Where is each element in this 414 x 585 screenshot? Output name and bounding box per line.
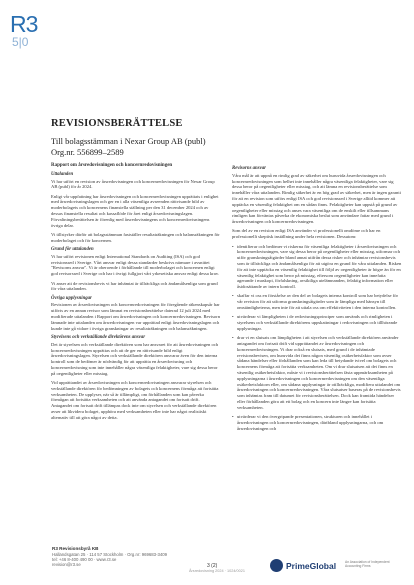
page-number: 3 (2) [207, 563, 218, 569]
primeglobal-logo [270, 559, 336, 572]
bullet-item: • utvärderar vi den övergripande presentationen, strukturen och innehållet i årsredovisningen och koncernredovisningen, däribland upplysningarna, och om årsredovisningen och [232, 414, 402, 431]
right-column [232, 163, 402, 435]
r3-logo [10, 13, 44, 65]
primeglobal-icon [270, 559, 283, 572]
footer-contact: tel: +46 8-400 490 00 · www.r3.se [52, 557, 117, 562]
subheading: Grund för uttalanden [51, 247, 94, 253]
footer-company-name: R3 Revisionsbyrå KB [52, 546, 99, 551]
subheading: Uttalanden [51, 171, 74, 177]
logo-sub: 5|0 [12, 35, 29, 49]
subheading: Övriga upplysningar [51, 295, 92, 301]
bullet-item: • identifierar och bedömer vi riskerna för väsentliga felaktigheter i årsredovisningen och koncernredovisningen, vare sig dessa beror på oegentligheter eller misstag, utformar och utför granskningsåtgärder bland annat utifrån dessa risker och inhämtar revisionsbevis som är tillräckliga och ändamålsenliga för att utgöra en grund för våra uttalanden. Risken för att inte upptäcka en väsentlig felaktighet till följd av oegentligheter är högre än för en väsentlig felaktighet som beror på misstag, eftersom oegentligheter kan innefatta agerande i maskopi, förfalskning, avsiktliga utelämnanden, felaktig information eller åsidosättande av intern kontroll. [232, 244, 402, 290]
paragraph: Vi anser att de revisionsbevis vi har inhämtat är tillräckliga och ändamålsenliga som grund för våra uttalanden. [51, 280, 218, 292]
right-column-content [232, 166, 402, 431]
paragraph: Vi har utfört en revision av årsredovisningen och koncernredovisningen för Nexar Group AB (publ) för år 2024. [51, 178, 215, 190]
paragraph: Vi tillstyrker därför att bolagsstämman fastställer resultaträkningen och balansräkningen för moderbolaget och för koncernen. [51, 231, 220, 243]
primeglobal-name: PrimeGlobal [286, 560, 337, 571]
paragraph: Revisionen av årsredovisningen och koncernredovisningen för föregående räkenskapsår har utförts av en annan revisor som lämnat en revisionsberättelse daterad 12 juli 2024 med modifierade uttalanden i Rapport om årsredovisningen och koncernredovisningen. Revisorn lämnade inte uttalanden om årsredovisningen var upprättad enligt årsredovisningslagen och kunde inte gå vidare i övriga granskningar av resultaträkningen och balansräkningen. [51, 302, 221, 331]
footer-email: revision@r3.se [52, 562, 81, 567]
paragraph: Som del av en revision enligt ISA använder vi professionellt omdöme och har en professionellt skeptisk inställning under hela revisionen. Dessutom: [232, 228, 381, 240]
bullet-item: • drar vi en slutsats om lämpligheten i att styrelsen och verkställande direktören använder antagandet om fortsatt drift vid upprättandet av årsredovisningen och koncernredovisningen. Vi drar också en slutsats, med grund i de inhämtade revisionsbevisen, om huruvida det finns någon väsentlig osäkerhetsfaktor som avser sådana händelser eller förhållanden som kan leda till betydande tvivel om bolagets och koncernens förmåga att fortsätta verksamheten. Om vi drar slutsatsen att det finns en väsentlig osäkerhetsfaktor, måste vi i revisionsberättelsen fästa uppmärksamheten på upplysningarna i årsredovisningen och koncernredovisningen om den väsentliga osäkerhetsfaktorn eller, om sådana upplysningar är otillräckliga, modifiera uttalandet om årsredovisningen och koncernredovisningen. Våra slutsatser baseras på de revisionsbevis som inhämtas fram till datumet för revisionsberättelsen. Dock kan framtida händelser eller förhållanden göra att ett bolag och en koncern inte längre kan fortsätta verksamheten. [232, 335, 402, 410]
paragraph: Det är styrelsen och verkställande direktören som har ansvaret för att årsredovisningen och koncernredovisningen upprättas och att de ger en rättvisande bild enligt årsredovisningslagen. Styrelsen och verkställande direktören ansvarar även för den interna kontroll som de bedömer är nödvändig för att upprätta en årsredovisning och koncernredovisning som inte innehåller några väsentliga felaktigheter, vare sig dessa beror på oegentligheter eller misstag. [51, 341, 219, 376]
subheading: Revisorns ansvar [232, 166, 266, 171]
paragraph: Våra mål är att uppnå en rimlig grad av säkerhet om huruvida årsredovisningen och koncernredovisningen som helhet inte innehåller några väsentliga felaktigheter, vare sig dessa beror på oegentligheter eller misstag, och att lämna en revisionsberättelse som innehåller våra uttalanden. Rimlig säkerhet är en hög grad av säkerhet, men är ingen garanti för att en revision som utförs enligt ISA och god revisionssed i Sverige alltid kommer att upptäcka en väsentlig felaktighet om en sådan finns. Felaktigheter kan uppstå på grund av oegentligheter eller misstag och anses vara väsentliga om de enskilt eller tillsammans rimligen kan förväntas påverka de ekonomiska beslut som användare fattar med grund i årsredovisningen och koncernredovisningen. [232, 172, 401, 225]
paragraph: Vi har utfört revisionen enligt International Standards on Auditing (ISA) och god revisionssed i Sverige. Vårt ansvar enligt dessa standarder beskrivs närmare i avsnittet "Revisorns ansvar". Vi är oberoende i förhållande till moderbolaget och koncernen enligt god revisorssed i Sverige och har i övrigt fullgjort vårt yrkesetiska ansvar enligt dessa krav. [51, 253, 219, 277]
bullet-list [232, 244, 402, 432]
document-heading: REVISIONSBERÄTTELSE [51, 118, 183, 129]
primeglobal-tagline: An Association of Independent Accounting Firms [345, 560, 390, 568]
addressee-org-number: Org.nr. 556899–2589 [51, 146, 124, 157]
left-column-content [51, 172, 221, 421]
addressee-line-1: Till bolagsstämman i Nexar Group AB (publ) [51, 136, 206, 146]
section-title: Rapport om årsredovisningen och koncernredovisningen [51, 163, 173, 168]
bullet-item: • skaffar vi oss en förståelse av den del av bolagets interna kontroll som har betydelse för vår revision för att utforma granskningsåtgärder som är lämpliga med hänsyn till omständigheterna, men inte för att uttala oss om effektiviteten i den interna kontrollen. [232, 293, 402, 310]
subheading: Styrelsens och verkställande direktörens ansvar [51, 334, 146, 340]
left-column [51, 163, 221, 424]
paragraph: Vid upprättandet av årsredovisningen och koncernredovisningen ansvarar styrelsen och verkställande direktören för bedömningen av bolagets och koncernens förmåga att fortsätta verksamheten. De upplyser, när så är tillämpligt, om förhållanden som kan påverka förmågan att fortsätta verksamheten och att använda antagandet om fortsatt drift. Antagandet om fortsatt drift tillämpas dock inte om styrelsen och verkställande direktören avser att likvidera bolaget, upphöra med verksamheten eller inte har något realistiskt alternativ till att göra något av detta. [51, 380, 219, 420]
paragraph: Enligt vår uppfattning har årsredovisningen och koncernredovisningen upprättats i enlighet med årsredovisningslagen och ger en i alla väsentliga avseenden rättvisande bild av moderbolagets och koncernens finansiella ställning per den 31 december 2024 och av dessas finansiella resultat och kassaflöde för året enligt årsredovisningslagen. Förvaltningsberättelsen är förenlig med årsredovisningens och koncernredovisningens övriga delar. [51, 193, 219, 228]
logo-mark: R3 [10, 11, 38, 37]
bullet-item: • utvärderar vi lämpligheten i de redovisningsprinciper som används och rimligheten i styrelsens och verkställande direktörens uppskattningar i redovisningen och tillhörande upplysningar. [232, 314, 402, 331]
signature-id: Årsredovisning 2024 · 1024/0021 [189, 569, 245, 573]
addressee [51, 136, 206, 157]
footer-address: Hallandsgatan 25 · 114 57 Stockholm · Org.nr: 969683-3409 [52, 552, 168, 557]
